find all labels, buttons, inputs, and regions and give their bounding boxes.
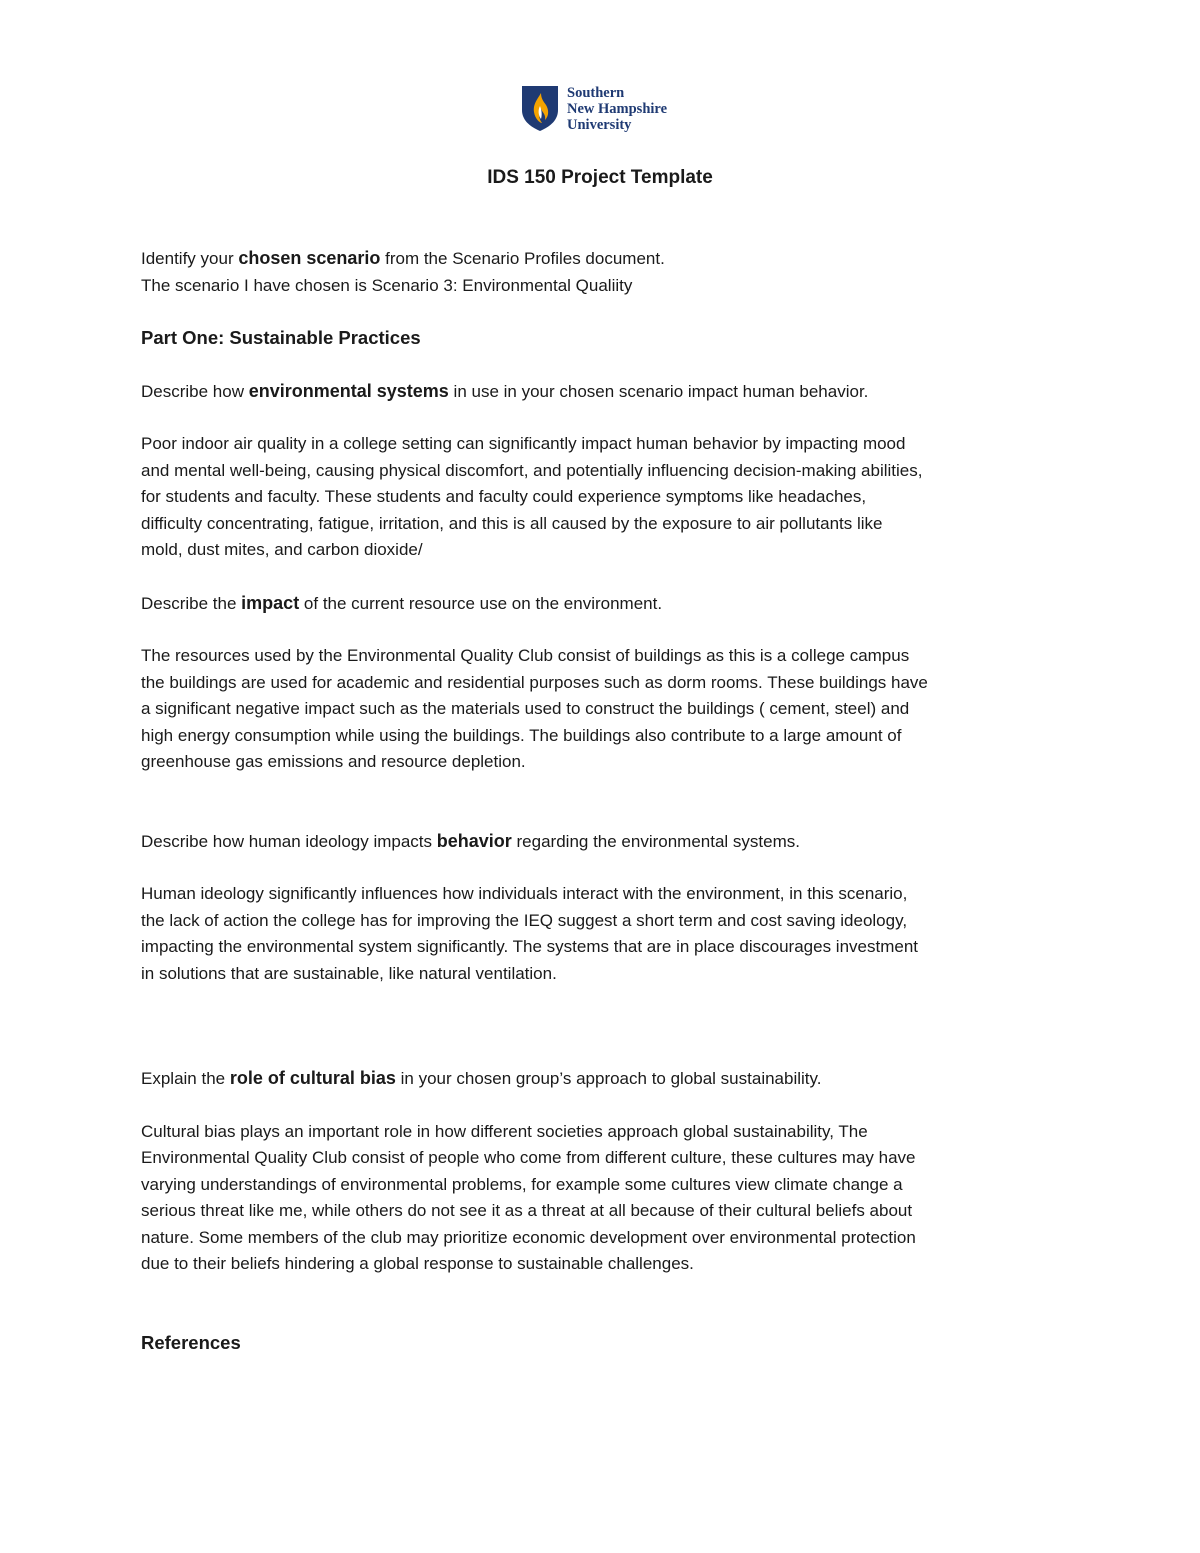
- answer-line: and mental well-being, causing physical discomfort, and potentially influencing decision-making abilities,: [141, 460, 923, 480]
- question-text: Describe how human ideology impacts: [141, 831, 437, 851]
- part-one-heading: Part One: Sustainable Practices: [141, 327, 421, 348]
- answer-4: [141, 1119, 1071, 1278]
- answer-line: greenhouse gas emissions and resource depletion.: [141, 752, 526, 771]
- question-4: [141, 1065, 1071, 1093]
- logo-line-3: University: [567, 117, 632, 133]
- answer-line: serious threat like me, while others do not see it as a threat at all because of their cultural beliefs about: [141, 1201, 913, 1220]
- prompt-text: from the Scenario Profiles document.: [380, 249, 665, 268]
- shield-flame-icon: [520, 84, 560, 132]
- answer-line: Human ideology significantly influences how individuals interact with the environment, in this scenario,: [141, 884, 908, 903]
- answer-line: impacting the environmental system significantly. The systems that are in place discourages investment: [141, 937, 919, 956]
- question-2: [141, 590, 1071, 618]
- question-text: of the current resource use on the environment.: [299, 593, 663, 613]
- question-1: [141, 378, 1071, 406]
- answer-line: a significant negative impact such as the materials used to construct the buildings ( cement, steel) and: [141, 699, 910, 718]
- answer-1: [141, 431, 1071, 564]
- question-text: in use in your chosen scenario impact human behavior.: [448, 381, 869, 401]
- answer-line: Poor indoor air quality in a college setting can significantly impact human behavior by impacting mood: [141, 434, 906, 453]
- university-logo: [520, 84, 667, 133]
- question-text: regarding the environmental systems.: [511, 831, 800, 851]
- document-body: [141, 245, 1071, 1356]
- logo-wordmark: [567, 85, 667, 133]
- question-bold-text: role of cultural bias: [229, 1068, 396, 1088]
- answer-line: nature. Some members of the club may prioritize economic development over environmental protection: [141, 1227, 916, 1247]
- question-text: Describe the: [141, 593, 242, 613]
- logo-line-1: Southern: [567, 85, 625, 101]
- answer-2: [141, 643, 1071, 776]
- scenario-answer: The scenario I have chosen is Scenario 3: Environmental Qualiity: [141, 275, 633, 295]
- question-text: Describe how: [141, 381, 249, 401]
- answer-3: [141, 881, 1071, 987]
- answer-line: the lack of action the college has for improving the IEQ suggest a short term and cost saving ideology,: [141, 910, 908, 930]
- question-3: [141, 828, 1071, 856]
- answer-line: the buildings are used for academic and residential purposes such as dorm rooms. These buildings have: [141, 672, 928, 692]
- answer-line: due to their beliefs hindering a global response to sustainable challenges.: [141, 1254, 694, 1273]
- scenario-prompt: [141, 245, 1071, 273]
- question-text: in your chosen group’s approach to global sustainability.: [395, 1069, 822, 1088]
- answer-line: mold, dust mites, and carbon dioxide/: [141, 540, 423, 559]
- answer-line: in solutions that are sustainable, like natural ventilation.: [141, 963, 557, 983]
- prompt-bold-text: chosen scenario: [238, 248, 381, 268]
- answer-line: The resources used by the Environmental Quality Club consist of buildings as this is a college campus: [141, 646, 910, 665]
- references-heading: References: [141, 1331, 241, 1353]
- answer-line: for students and faculty. These students and faculty could experience symptoms like headaches,: [141, 487, 867, 506]
- page-title: IDS 150 Project Template: [487, 167, 713, 188]
- answer-line: difficulty concentrating, fatigue, irritation, and this is all caused by the exposure to air pollutants like: [141, 513, 883, 533]
- question-bold-text: behavior: [436, 830, 512, 851]
- question-text: Explain the: [141, 1069, 230, 1088]
- prompt-text: Identify your: [141, 249, 239, 268]
- question-bold-text: environmental systems: [248, 380, 449, 401]
- question-bold-text: impact: [241, 592, 300, 613]
- logo-line-2: New Hampshire: [567, 101, 668, 117]
- answer-line: high energy consumption while using the buildings. The buildings also contribute to a large amount of: [141, 725, 902, 745]
- answer-line: varying understandings of environmental problems, for example some cultures view climate change a: [141, 1174, 903, 1194]
- answer-line: Cultural bias plays an important role in how different societies approach global sustainability, The: [141, 1121, 868, 1141]
- answer-line: Environmental Quality Club consist of people who come from different culture, these cultures may have: [141, 1148, 916, 1167]
